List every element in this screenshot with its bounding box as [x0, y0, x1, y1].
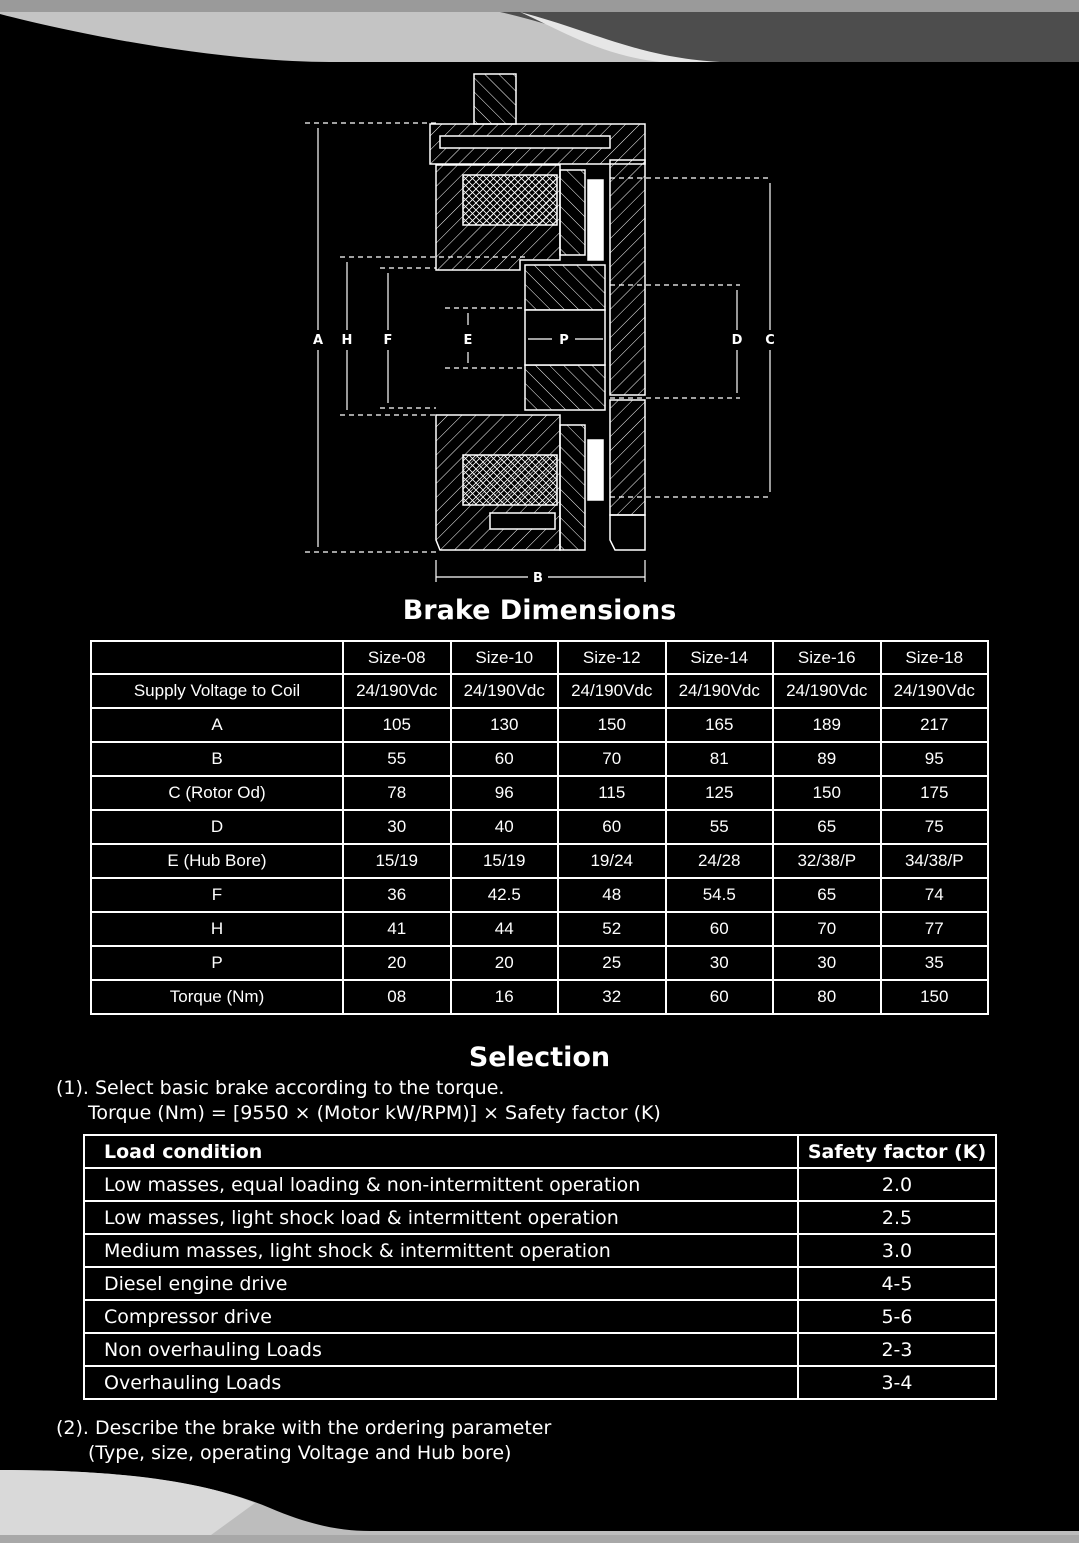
row-label: A: [91, 708, 343, 742]
label-h: H: [341, 333, 353, 348]
selection-step-2: [56, 1416, 551, 1466]
row-label: C (Rotor Od): [91, 776, 343, 810]
table-cell: 24/190Vdc: [343, 674, 451, 708]
dimensions-header-row: [91, 641, 988, 674]
table-cell: 54.5: [666, 878, 774, 912]
bottom-decorative-wave: [0, 1463, 1079, 1543]
table-cell: 165: [666, 708, 774, 742]
table-cell: 65: [773, 810, 881, 844]
column-header: Safety factor (K): [798, 1135, 996, 1168]
load-condition-cell: Low masses, equal loading & non-intermittent operation: [84, 1168, 798, 1201]
label-a: A: [312, 333, 324, 348]
table-row: [91, 810, 988, 844]
table-cell: 25: [558, 946, 666, 980]
table-cell: 65: [773, 878, 881, 912]
safety-factor-cell: 2.5: [798, 1201, 996, 1234]
table-cell: 60: [666, 980, 774, 1014]
table-cell: 20: [343, 946, 451, 980]
load-condition-cell: Compressor drive: [84, 1300, 798, 1333]
column-header: Size-16: [773, 641, 881, 674]
table-cell: 24/190Vdc: [558, 674, 666, 708]
table-cell: 189: [773, 708, 881, 742]
table-row: [91, 708, 988, 742]
row-label: B: [91, 742, 343, 776]
label-c: C: [765, 333, 775, 348]
safety-factor-cell: 2-3: [798, 1333, 996, 1366]
selection-title: Selection: [468, 1042, 611, 1073]
brake-dimensions-title: Brake Dimensions: [402, 595, 677, 626]
safety-factor-table: [83, 1134, 997, 1400]
table-cell: 75: [881, 810, 989, 844]
label-p: P: [559, 333, 569, 348]
table-cell: 115: [558, 776, 666, 810]
table-cell: 52: [558, 912, 666, 946]
table-row: [91, 674, 988, 708]
label-b: B: [533, 571, 543, 586]
table-cell: 60: [451, 742, 559, 776]
table-cell: 20: [451, 946, 559, 980]
table-cell: 77: [881, 912, 989, 946]
table-row: [84, 1201, 996, 1234]
row-label: E (Hub Bore): [91, 844, 343, 878]
row-label: D: [91, 810, 343, 844]
table-row: [91, 844, 988, 878]
table-cell: 48: [558, 878, 666, 912]
table-cell: 24/28: [666, 844, 774, 878]
load-condition-cell: Non overhauling Loads: [84, 1333, 798, 1366]
table-cell: 60: [666, 912, 774, 946]
load-condition-cell: Medium masses, light shock & intermittent operation: [84, 1234, 798, 1267]
table-cell: 30: [773, 946, 881, 980]
table-row: [91, 946, 988, 980]
table-cell: 55: [666, 810, 774, 844]
table-cell: 36: [343, 878, 451, 912]
column-header: Size-12: [558, 641, 666, 674]
table-cell: 44: [451, 912, 559, 946]
load-condition-cell: Overhauling Loads: [84, 1366, 798, 1399]
table-cell: 175: [881, 776, 989, 810]
table-cell: 16: [451, 980, 559, 1014]
brake-cross-section-drawing: [0, 60, 1079, 600]
table-cell: 95: [881, 742, 989, 776]
selection-step-1: [56, 1076, 661, 1126]
label-f: F: [383, 333, 393, 348]
column-header: Size-18: [881, 641, 989, 674]
safety-factor-cell: 2.0: [798, 1168, 996, 1201]
table-row: [91, 980, 988, 1014]
table-cell: 130: [451, 708, 559, 742]
column-header: Size-08: [343, 641, 451, 674]
row-label: F: [91, 878, 343, 912]
table-cell: 150: [773, 776, 881, 810]
table-cell: 60: [558, 810, 666, 844]
column-header: Size-10: [451, 641, 559, 674]
table-row: [84, 1366, 996, 1399]
table-cell: 24/190Vdc: [881, 674, 989, 708]
brake-dimensions-table: [90, 640, 989, 1015]
table-row: [91, 912, 988, 946]
table-cell: 34/38/P: [881, 844, 989, 878]
table-row: [91, 776, 988, 810]
table-cell: 81: [666, 742, 774, 776]
table-cell: 24/190Vdc: [773, 674, 881, 708]
row-label: H: [91, 912, 343, 946]
load-condition-cell: Diesel engine drive: [84, 1267, 798, 1300]
table-cell: 96: [451, 776, 559, 810]
table-cell: 150: [558, 708, 666, 742]
step-1-text: (1). Select basic brake according to the torque.: [56, 1077, 505, 1099]
table-row: [84, 1300, 996, 1333]
load-header-row: [84, 1135, 996, 1168]
column-header: Size-14: [666, 641, 774, 674]
label-e: E: [463, 333, 473, 348]
row-label: Supply Voltage to Coil: [91, 674, 343, 708]
table-cell: 24/190Vdc: [666, 674, 774, 708]
table-cell: 125: [666, 776, 774, 810]
table-cell: 30: [343, 810, 451, 844]
table-cell: 89: [773, 742, 881, 776]
table-cell: 41: [343, 912, 451, 946]
table-row: [84, 1333, 996, 1366]
table-cell: 70: [558, 742, 666, 776]
table-cell: 24/190Vdc: [451, 674, 559, 708]
table-row: [84, 1168, 996, 1201]
table-cell: 30: [666, 946, 774, 980]
table-row: [84, 1234, 996, 1267]
torque-formula: Torque (Nm) = [9550 × (Motor kW/RPM)] × Safety factor (K): [88, 1102, 661, 1124]
row-label: P: [91, 946, 343, 980]
table-row: [91, 742, 988, 776]
table-cell: 32: [558, 980, 666, 1014]
table-cell: 19/24: [558, 844, 666, 878]
load-condition-cell: Low masses, light shock load & intermittent operation: [84, 1201, 798, 1234]
table-cell: 80: [773, 980, 881, 1014]
row-label: Torque (Nm): [91, 980, 343, 1014]
safety-factor-cell: 4-5: [798, 1267, 996, 1300]
label-d: D: [731, 333, 743, 348]
table-cell: 42.5: [451, 878, 559, 912]
table-cell: 150: [881, 980, 989, 1014]
table-row: [84, 1267, 996, 1300]
table-cell: 40: [451, 810, 559, 844]
drawing-body: [430, 74, 645, 550]
table-cell: 217: [881, 708, 989, 742]
step-2-text: (2). Describe the brake with the ordering parameter: [56, 1417, 552, 1439]
table-cell: 74: [881, 878, 989, 912]
safety-factor-cell: 3.0: [798, 1234, 996, 1267]
table-cell: 55: [343, 742, 451, 776]
table-cell: 105: [343, 708, 451, 742]
safety-factor-cell: 5-6: [798, 1300, 996, 1333]
table-cell: 78: [343, 776, 451, 810]
table-cell: 08: [343, 980, 451, 1014]
table-cell: 15/19: [451, 844, 559, 878]
table-cell: 15/19: [343, 844, 451, 878]
step-2-detail: (Type, size, operating Voltage and Hub bore): [88, 1442, 512, 1464]
table-cell: 70: [773, 912, 881, 946]
safety-factor-cell: 3-4: [798, 1366, 996, 1399]
table-row: [91, 878, 988, 912]
table-cell: 32/38/P: [773, 844, 881, 878]
table-cell: 35: [881, 946, 989, 980]
column-header: Load condition: [84, 1135, 798, 1168]
column-header: [91, 641, 343, 674]
